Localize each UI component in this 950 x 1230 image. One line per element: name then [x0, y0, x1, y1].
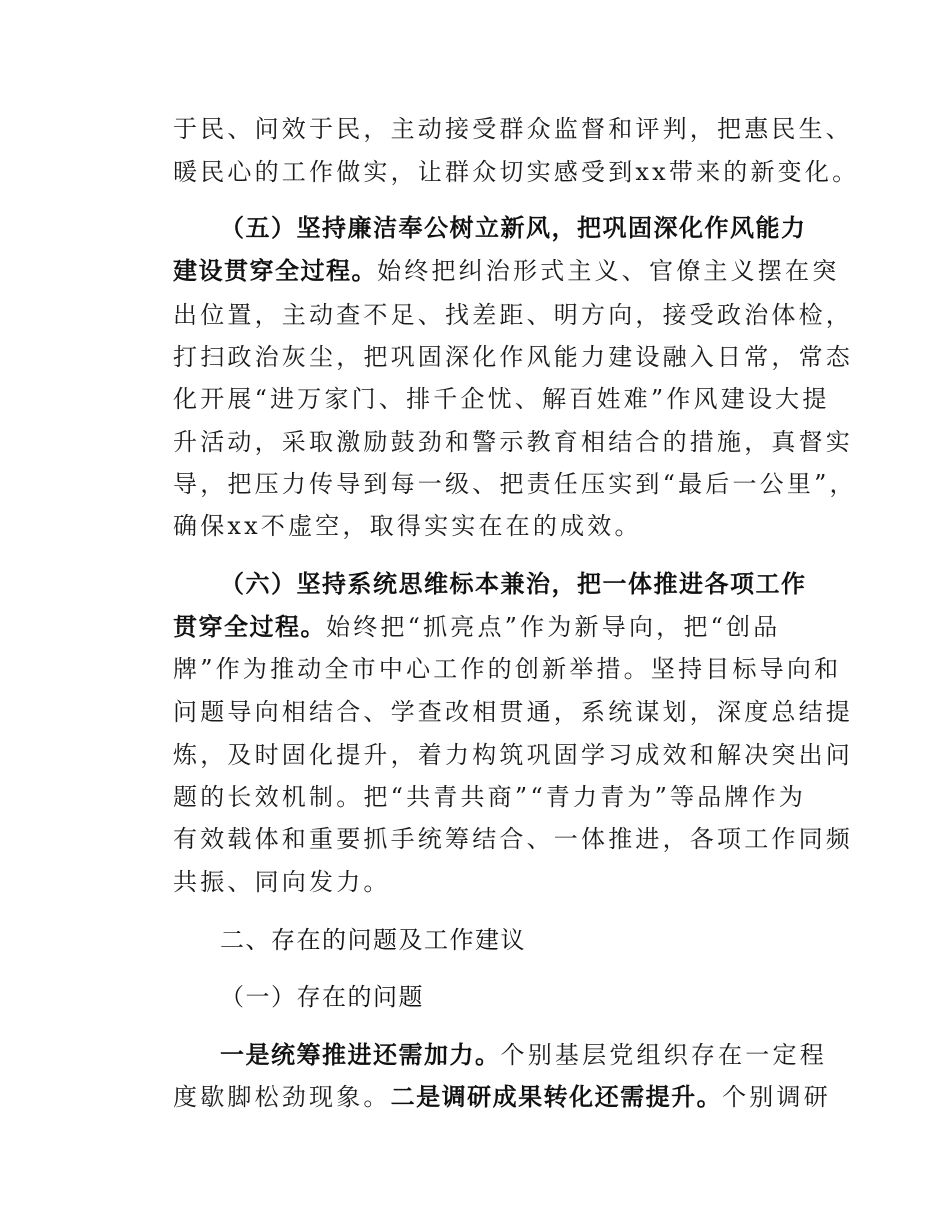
paragraph-line [173, 468, 857, 500]
paragraph-line [173, 383, 830, 415]
bold-heading-text: 一是统筹推进还需加力。 [220, 1041, 501, 1069]
text-span: 确保xx不虚空，取得实实在在的成效。 [173, 512, 642, 540]
text-span: 共振、同向发力。 [173, 868, 391, 896]
bold-heading-text: 二是调研成果转化还需提升。 [390, 1083, 723, 1111]
paragraph-line [173, 866, 813, 898]
paragraph-line [173, 341, 853, 373]
text-span: 始终把纠治形式主义、官僚主义摆在突 [377, 257, 840, 285]
paragraph-line [173, 823, 853, 855]
paragraph-line [173, 696, 853, 728]
text-span: 导，把压力传导到每一级、把责任压实到“最后一公里”， [173, 470, 857, 498]
text-span: 有效载体和重要抓手统筹结合、一体推进，各项工作同频 [173, 825, 853, 853]
text-span: 牌”作为推动全市中心工作的创新举措。坚持目标导向和 [173, 655, 842, 683]
paragraph-line [173, 781, 813, 813]
paragraph-line [173, 113, 853, 145]
text-span: 出位置，主动查不足、找差距、明方向，接受政治体检， [173, 301, 853, 329]
paragraph-heading-5 [220, 212, 860, 244]
paragraph-line [173, 1081, 831, 1113]
text-span: 题的长效机制。把“共青共商”“青力青为”等品牌作为 [173, 783, 807, 811]
paragraph-line [173, 426, 853, 458]
bold-heading-text: （六）坚持系统思维标本兼治，把一体推进各项工作 [220, 570, 807, 598]
section-heading-text: 二、存在的问题及工作建议 [220, 926, 526, 954]
text-span: 于民、问效于民，主动接受群众监督和评判，把惠民生、 [173, 115, 853, 143]
section-heading [220, 924, 860, 956]
text-span: 暖民心的工作做实，让群众切实感受到xx带来的新变化。 [173, 158, 860, 186]
paragraph-line [173, 255, 840, 287]
paragraph-line [173, 653, 842, 685]
text-span: 个别基层党组织存在一定程 [500, 1041, 827, 1069]
subsection-heading-text: （一）存在的问题 [220, 983, 424, 1011]
text-span: 化开展“进万家门、排千企忧、解百姓难”作风建设大提 [173, 385, 830, 413]
text-span: 炼，及时固化提升，着力构筑巩固学习成效和解决突出问 [173, 741, 853, 769]
text-span: 打扫政治灰尘，把巩固深化作风能力建设融入日常，常态 [173, 343, 853, 371]
bold-heading-text: （五）坚持廉洁奉公树立新风，把巩固深化作风能力 [220, 214, 807, 242]
paragraph-line [173, 739, 853, 771]
paragraph-line [173, 611, 813, 643]
paragraph-line [173, 156, 860, 188]
text-span: 问题导向相结合、学查改相贯通，系统谋划，深度总结提 [173, 698, 853, 726]
subsection-heading [220, 981, 860, 1013]
paragraph-line [173, 510, 813, 542]
paragraph-line [220, 1039, 860, 1071]
text-span: 始终把“抓亮点”作为新导向，把“创品 [326, 613, 781, 641]
text-span: 个别调研 [722, 1083, 831, 1111]
paragraph-heading-6 [220, 568, 860, 600]
text-span: 升活动，采取激励鼓劲和警示教育相结合的措施，真督实 [173, 428, 853, 456]
paragraph-line [173, 299, 853, 331]
bold-heading-text: 贯穿全过程。 [173, 613, 326, 641]
text-span: 度歇脚松劲现象。 [173, 1083, 391, 1111]
bold-heading-text: 建设贯穿全过程。 [173, 257, 377, 285]
